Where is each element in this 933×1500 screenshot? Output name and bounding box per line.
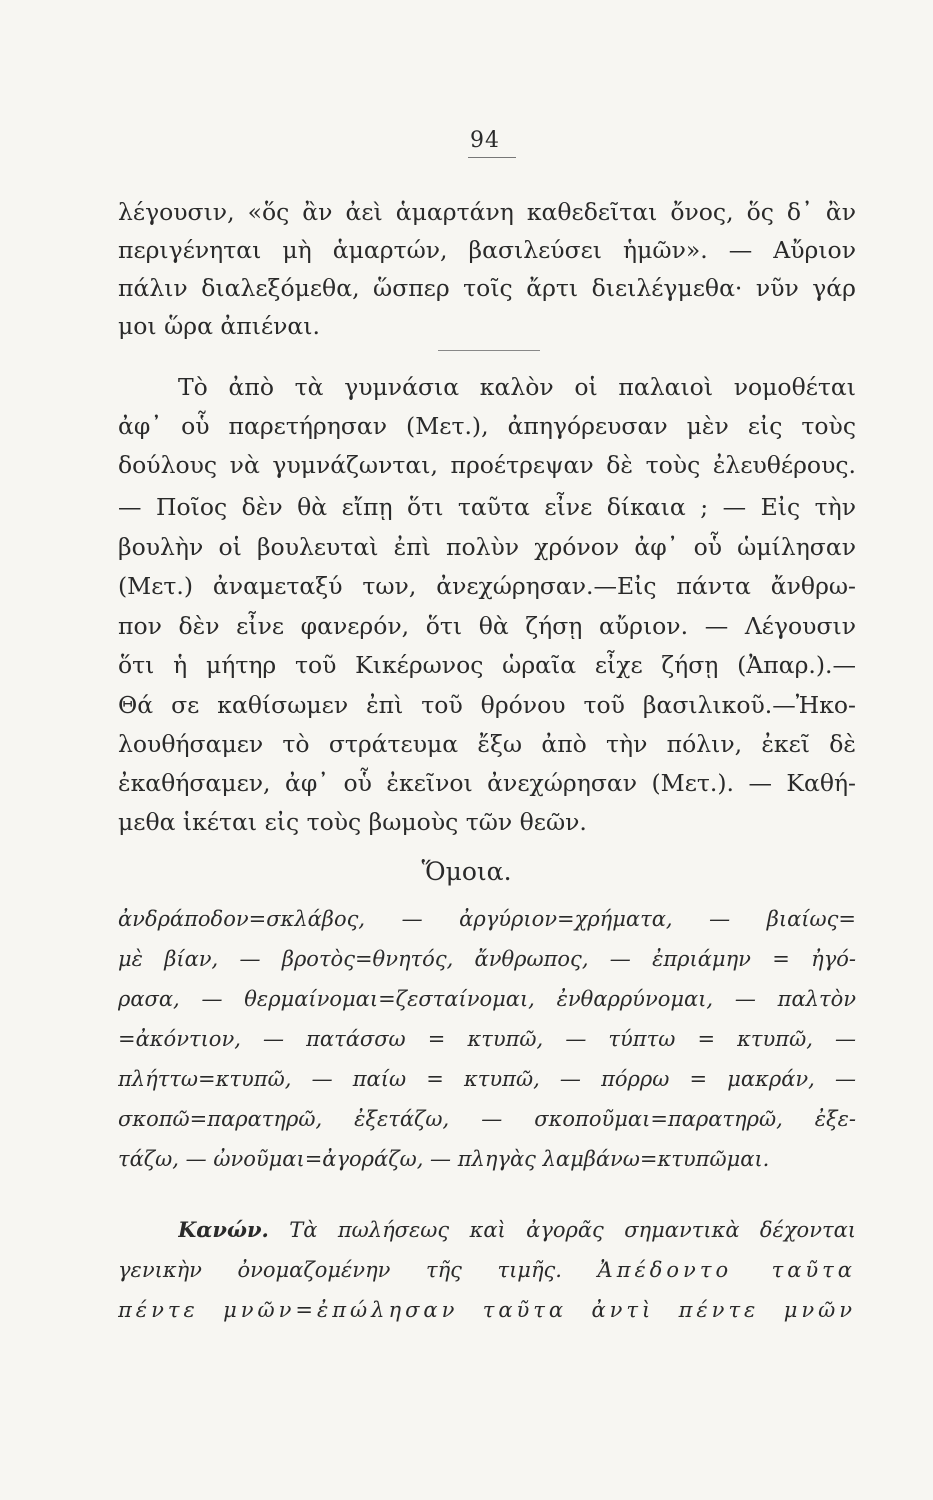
text-line: μοι ὥρα ἀπιέναι. xyxy=(118,312,320,340)
synonym-line: πλήττω=κτυπῶ, — παίω = κτυπῶ, — πόρρω = μακράν, — xyxy=(118,1067,856,1091)
page-number-rule xyxy=(468,157,516,158)
text-line: Θά σε καθίσωμεν ἐπὶ τοῦ θρόνου τοῦ βασιλικοῦ.—Ἠκο- xyxy=(118,691,856,719)
text-line: — Ποῖος δὲν θὰ εἴπῃ ὅτι ταῦτα εἶνε δίκαια ; — Εἰς τὴν xyxy=(118,493,856,521)
text-line: δούλους νὰ γυμνάζωνται, προέτρεψαν δὲ τοὺς ἐλευθέρους. xyxy=(118,451,856,479)
synonym-line: μὲ βίαν, — βροτὸς=θνητός, ἄνθρωπος, — ἐπριάμην = ἠγό- xyxy=(118,947,856,971)
text-line: περιγένηται μὴ ἁμαρτών, βασιλεύσει ἡμῶν». — Αὔριον xyxy=(118,236,856,264)
synonym-line: ἀνδράποδον=σκλάβος, — ἀργύριον=χρήματα, — βιαίως= xyxy=(118,907,856,931)
text-line: μεθα ἱκέται εἰς τοὺς βωμοὺς τῶν θεῶν. xyxy=(118,808,587,836)
synonym-line: τάζω, — ὠνοῦμαι=ἀγοράζω, — πληγὰς λαμβάνω=κτυπῶμαι. xyxy=(118,1147,770,1171)
text-line: πον δὲν εἶνε φανερόν, ὅτι θὰ ζήσῃ αὔριον. — Λέγουσιν xyxy=(118,612,856,640)
text-line: λουθήσαμεν τὸ στράτευμα ἔξω ἀπὸ τὴν πόλιν, ἐκεῖ δὲ xyxy=(118,730,856,758)
synonym-line: σκοπῶ=παρατηρῶ, ἐξετάζω, — σκοποῦμαι=παρατηρῶ, ἐξε- xyxy=(118,1107,856,1131)
section-divider xyxy=(438,350,540,351)
text-line: ὅτι ἡ μήτηρ τοῦ Κικέρωνος ὡραῖα εἶχε ζήσῃ (Ἀπαρ.).— xyxy=(118,651,856,679)
text-line: πάλιν διαλεξόμεθα, ὥσπερ τοῖς ἄρτι διειλέγμεθα· νῦν γάρ xyxy=(118,274,856,302)
section-heading: Ὅμοια. xyxy=(421,857,512,886)
text-line: λέγουσιν, «ὅς ἂν ἀεὶ ἁμαρτάνη καθεδεῖται ὄνος, ὅς δ᾽ ἂν xyxy=(118,198,856,226)
synonym-line: =ἀκόντιον, — πατάσσω = κτυπῶ, — τύπτω = κτυπῶ, — xyxy=(118,1027,856,1051)
text-line: Τὸ ἀπὸ τὰ γυμνάσια καλὸν οἱ παλαιοὶ νομοθέται xyxy=(178,373,856,401)
rule-line xyxy=(178,1213,856,1247)
page-number: 94 xyxy=(470,128,500,153)
rule-example: Ἀπέδοντο ταῦτα xyxy=(597,1258,856,1282)
text-line: ἐκαθήσαμεν, ἀφ᾽ οὗ ἐκεῖνοι ἀνεχώρησαν (Μετ.). — Καθή- xyxy=(118,769,856,797)
rule-label: Κανών. xyxy=(178,1217,269,1242)
rule-line xyxy=(118,1253,856,1287)
rule-example-line: πέντε μνῶν=ἐπώλησαν ταῦτα ἀντὶ πέντε μνῶν xyxy=(118,1298,856,1322)
rule-text: Τὰ πωλήσεως καὶ ἀγορᾶς σημαντικὰ δέχονται xyxy=(289,1218,856,1242)
rule-text: γενικὴν ὀνομαζομένην τῆς τιμῆς. xyxy=(118,1258,562,1282)
text-line: ἀφ᾽ οὗ παρετήρησαν (Μετ.), ἀπηγόρευσαν μὲν εἰς τοὺς xyxy=(118,412,856,440)
text-line: (Μετ.) ἀναμεταξύ των, ἀνεχώρησαν.—Εἰς πάντα ἄνθρω- xyxy=(118,572,856,600)
synonym-line: ρασα, — θερμαίνομαι=ζεσταίνομαι, ἐνθαρρύνομαι, — παλτὸν xyxy=(118,987,856,1011)
text-line: βουλὴν οἱ βουλευταὶ ἐπὶ πολὺν χρόνον ἀφ᾽ οὗ ὡμίλησαν xyxy=(118,533,856,561)
